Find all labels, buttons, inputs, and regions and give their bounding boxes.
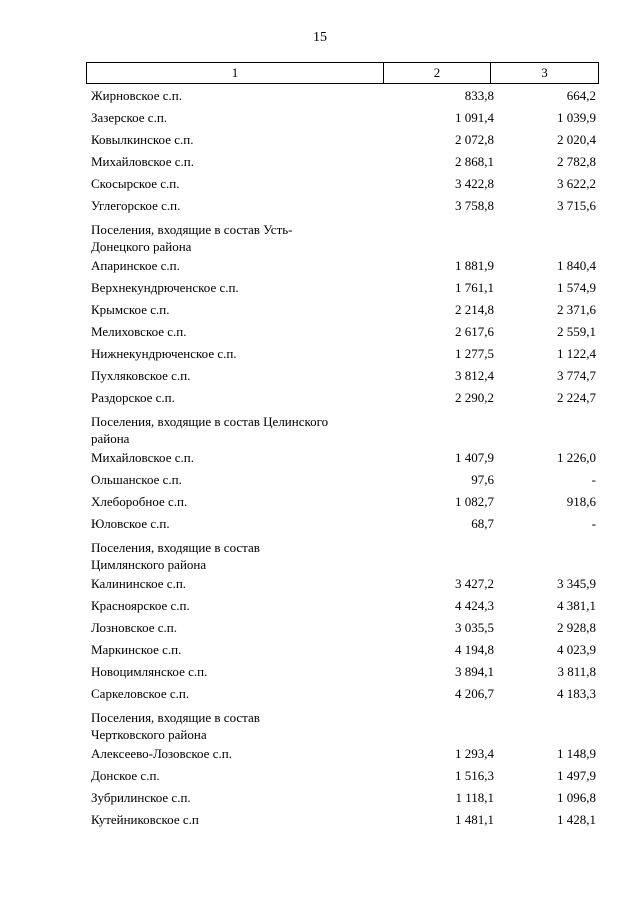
settlement-name: Пухляковское с.п. — [91, 368, 191, 383]
table-row — [91, 258, 596, 274]
section-heading-line-2: Донецкого района — [91, 239, 192, 254]
value-column-2: 1 481,1 — [455, 812, 494, 827]
value-column-3: 1 428,1 — [557, 812, 596, 827]
settlement-name: Жирновское с.п. — [91, 88, 182, 103]
table-row — [91, 88, 596, 104]
value-column-3: 918,6 — [566, 494, 596, 509]
value-column-2: 1 881,9 — [455, 258, 494, 273]
table-row — [91, 110, 596, 126]
table-row — [91, 280, 596, 296]
value-column-3: 4 381,1 — [557, 598, 596, 613]
table-row — [91, 576, 596, 592]
settlement-name: Кутейниковское с.п — [91, 812, 199, 827]
value-column-3: 2 782,8 — [557, 154, 596, 169]
table-row — [91, 664, 596, 680]
value-column-2: 3 422,8 — [455, 176, 494, 191]
settlement-name: Хлеборобное с.п. — [91, 494, 188, 509]
settlement-name: Верхнекундрюченское с.п. — [91, 280, 239, 295]
column-header-1: 1 — [87, 63, 384, 83]
value-column-2: 833,8 — [464, 88, 494, 103]
value-column-2: 1 407,9 — [455, 450, 494, 465]
table-row — [91, 686, 596, 702]
value-column-2: 1 761,1 — [455, 280, 494, 295]
value-column-2: 2 617,6 — [455, 324, 494, 339]
settlement-name: Углегорское с.п. — [91, 198, 181, 213]
table-row — [91, 620, 596, 636]
value-column-3: 4 183,3 — [557, 686, 596, 701]
value-column-2: 3 427,2 — [455, 576, 494, 591]
settlement-name: Апаринское с.п. — [91, 258, 180, 273]
settlement-name: Нижнекундрюченское с.п. — [91, 346, 237, 361]
value-column-3: 2 371,6 — [557, 302, 596, 317]
table-row — [91, 494, 596, 510]
value-column-2: 2 072,8 — [455, 132, 494, 147]
table-row — [91, 346, 596, 362]
section-heading-line-1: Поселения, входящие в состав Усть- — [91, 222, 293, 237]
value-column-2: 3 812,4 — [455, 368, 494, 383]
table-row — [91, 598, 596, 614]
value-column-3: 1 096,8 — [557, 790, 596, 805]
section-heading — [91, 709, 381, 743]
settlement-name: Саркеловское с.п. — [91, 686, 190, 701]
section-heading-line-2: Чертковского района — [91, 727, 207, 742]
value-column-3: 3 715,6 — [557, 198, 596, 213]
settlement-name: Маркинское с.п. — [91, 642, 182, 657]
value-column-3: 4 023,9 — [557, 642, 596, 657]
value-column-2: 1 091,4 — [455, 110, 494, 125]
value-column-2: 2 214,8 — [455, 302, 494, 317]
table-row — [91, 746, 596, 762]
page-number: 15 — [313, 30, 327, 45]
settlement-name: Алексеево-Лозовское с.п. — [91, 746, 232, 761]
table-row — [91, 154, 596, 170]
settlement-name: Михайловское с.п. — [91, 154, 194, 169]
table-row — [91, 390, 596, 406]
value-column-3: 3 622,2 — [557, 176, 596, 191]
value-column-3: 3 811,8 — [557, 664, 596, 679]
value-column-3: 1 226,0 — [557, 450, 596, 465]
value-column-2: 1 293,4 — [455, 746, 494, 761]
value-column-2: 4 194,8 — [455, 642, 494, 657]
table-row — [91, 642, 596, 658]
section-heading-line-1: Поселения, входящие в состав Целинского — [91, 414, 329, 429]
table-row — [91, 198, 596, 214]
settlement-name: Зазерское с.п. — [91, 110, 168, 125]
value-column-2: 3 758,8 — [455, 198, 494, 213]
section-heading-line-2: района — [91, 431, 130, 446]
table-row — [91, 132, 596, 148]
value-column-3: - — [591, 472, 596, 487]
value-column-3: 2 559,1 — [557, 324, 596, 339]
settlement-name: Крымское с.п. — [91, 302, 170, 317]
section-heading — [91, 539, 381, 573]
value-column-2: 68,7 — [471, 516, 494, 531]
section-heading-line-2: Цимлянского района — [91, 557, 207, 572]
settlement-name: Зубрилинское с.п. — [91, 790, 191, 805]
section-heading — [91, 221, 381, 255]
section-heading-line-1: Поселения, входящие в состав — [91, 540, 260, 555]
settlement-name: Ольшанское с.п. — [91, 472, 182, 487]
table-row — [91, 790, 596, 806]
table-row — [91, 450, 596, 466]
value-column-3: 3 774,7 — [557, 368, 596, 383]
table-row — [91, 324, 596, 340]
value-column-3: 1 122,4 — [557, 346, 596, 361]
settlement-name: Лозновское с.п. — [91, 620, 177, 635]
table-row — [91, 516, 596, 532]
value-column-2: 1 118,1 — [455, 790, 494, 805]
value-column-3: 664,2 — [566, 88, 596, 103]
settlement-name: Юловское с.п. — [91, 516, 170, 531]
value-column-3: - — [591, 516, 596, 531]
value-column-3: 1 497,9 — [557, 768, 596, 783]
value-column-2: 1 277,5 — [455, 346, 494, 361]
settlement-name: Мелиховское с.п. — [91, 324, 187, 339]
settlement-name: Ковылкинское с.п. — [91, 132, 194, 147]
value-column-2: 2 868,1 — [455, 154, 494, 169]
value-column-3: 1 574,9 — [557, 280, 596, 295]
value-column-2: 4 206,7 — [455, 686, 494, 701]
value-column-3: 2 020,4 — [557, 132, 596, 147]
settlement-name: Новоцимлянское с.п. — [91, 664, 208, 679]
value-column-2: 97,6 — [471, 472, 494, 487]
value-column-3: 2 928,8 — [557, 620, 596, 635]
column-header-2: 2 — [384, 63, 491, 83]
settlement-name: Калининское с.п. — [91, 576, 187, 591]
value-column-3: 1 039,9 — [557, 110, 596, 125]
table-row — [91, 176, 596, 192]
table-row — [91, 368, 596, 384]
settlement-name: Скосырское с.п. — [91, 176, 180, 191]
value-column-3: 1 840,4 — [557, 258, 596, 273]
value-column-2: 2 290,2 — [455, 390, 494, 405]
table-row — [91, 472, 596, 488]
value-column-3: 3 345,9 — [557, 576, 596, 591]
value-column-3: 2 224,7 — [557, 390, 596, 405]
settlement-name: Раздорское с.п. — [91, 390, 175, 405]
table-row — [91, 302, 596, 318]
settlement-name: Донское с.п. — [91, 768, 160, 783]
section-heading — [91, 413, 381, 447]
section-heading-line-1: Поселения, входящие в состав — [91, 710, 260, 725]
settlement-name: Красноярское с.п. — [91, 598, 190, 613]
value-column-3: 1 148,9 — [557, 746, 596, 761]
value-column-2: 1 516,3 — [455, 768, 494, 783]
settlement-name: Михайловское с.п. — [91, 450, 194, 465]
table-row — [91, 812, 596, 828]
value-column-2: 3 894,1 — [455, 664, 494, 679]
value-column-2: 1 082,7 — [455, 494, 494, 509]
column-header-3: 3 — [541, 65, 548, 80]
value-column-2: 4 424,3 — [455, 598, 494, 613]
table-row — [91, 768, 596, 784]
value-column-2: 3 035,5 — [455, 620, 494, 635]
